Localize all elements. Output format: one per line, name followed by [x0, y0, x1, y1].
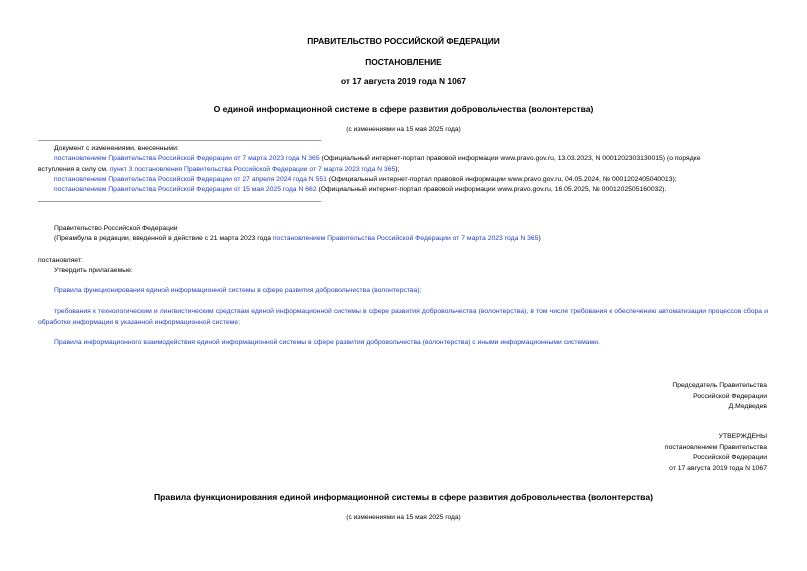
- amendments-intro: Документ с изменениями, внесенными:: [54, 145, 179, 152]
- amendment-link-2[interactable]: постановлением Правительства Российской Федерации от 27 апреля 2024 года N 551: [54, 176, 327, 183]
- amendment-text-2: (Официальный интернет-портал правовой информации www.pravo.gov.ru, 04.05.2024, № 0001202405040013);: [326, 176, 677, 183]
- amendment-link-1[interactable]: постановлением Правительства Российской Федерации от 7 марта 2023 года N 365: [54, 155, 320, 162]
- doc-type-heading: ПОСТАНОВЛЕНИЕ: [365, 57, 442, 67]
- amendment-link-3[interactable]: постановлением Правительства Российской Федерации от 15 мая 2025 года N 662: [54, 186, 317, 193]
- doc-date-heading: от 17 августа 2019 года N 1067: [340, 76, 467, 86]
- approved-item-1[interactable]: Правила функционирования единой информационной системы в сфере развития добровольчества (волонтерства);: [54, 287, 422, 294]
- amendment-item-3: [54, 185, 666, 196]
- amendment-cont-text: вступления в силу см.: [38, 166, 110, 173]
- amendment-item-1: [54, 154, 768, 165]
- signature-line-1: Председатель Правительства: [672, 382, 767, 389]
- amendments-bottom-rule: [38, 201, 321, 202]
- approval-line-3: Российской Федерации: [693, 454, 767, 461]
- amendment-cont-end: );: [395, 166, 400, 173]
- amendment-text-1: (Официальный интернет-портал правовой информации www.pravo.gov.ru, 13.03.2023, N 0001202303130015) (о порядке: [319, 155, 701, 162]
- approval-line-2: постановлением Правительства: [664, 443, 767, 451]
- changes-note: (с изменениями на 15 мая 2025 года): [346, 126, 461, 133]
- signature-line-2: Российской Федерации: [693, 392, 767, 400]
- preamble-text: (Преамбула в редакции, введенной в действие с 21 марта 2023 года: [54, 235, 273, 242]
- approval-block: [665, 432, 767, 474]
- amendment-item-2: [54, 175, 677, 186]
- preamble-end: ): [538, 235, 541, 242]
- preamble-link[interactable]: постановлением Правительства Российской Федерации от 7 марта 2023 года N 365: [272, 235, 539, 242]
- rules-changes-note: (с изменениями на 15 мая 2025 года): [346, 514, 461, 521]
- amendment-text-3: (Официальный интернет-портал правовой информации www.pravo.gov.ru, 16.05.2025, № 0001202505160032).: [316, 186, 667, 193]
- rules-title: Правила функционирования единой информационной системы в сфере развития добровольчества (волонтерства): [153, 492, 653, 502]
- signature-line-3: Д.Медведев: [728, 403, 767, 410]
- doc-title: О единой информационной системе в сфере развития добровольчества (волонтерства): [213, 104, 594, 114]
- org-heading: ПРАВИТЕЛЬСТВО РОССИЙСКОЙ ФЕДЕРАЦИИ: [307, 36, 500, 46]
- amendments-top-rule: [38, 140, 321, 141]
- approval-line-4: от 17 августа 2019 года N 1067: [669, 464, 767, 472]
- approve-line: Утвердить прилагаемые:: [54, 267, 133, 274]
- approval-line-1: УТВЕРЖДЕНЫ: [718, 433, 767, 440]
- amendment-cont-link[interactable]: пункт 3 постановления Правительства Российской Федерации от 7 марта 2023 года N 365: [109, 166, 396, 173]
- amendment-item-1-cont: [38, 165, 399, 176]
- signature-block: [672, 381, 767, 413]
- government-line: Правительство Российской Федерации: [54, 225, 178, 232]
- approved-item-3[interactable]: Правила информационного взаимодействия единой информационной системы в сфере развития добровольчества (волонтерства) с иными информационными системами.: [54, 339, 600, 346]
- approved-item-2[interactable]: требования к технологическим и лингвистическим средствам единой информационной системы в сфере развития добровольчества (волонтерства), в том числе требования к обеспечению автоматизации процессов сбора и обработки информации в указанной информационной системе;: [38, 308, 768, 326]
- resolves-line: постановляет:: [38, 257, 83, 264]
- preamble-note: [54, 234, 541, 245]
